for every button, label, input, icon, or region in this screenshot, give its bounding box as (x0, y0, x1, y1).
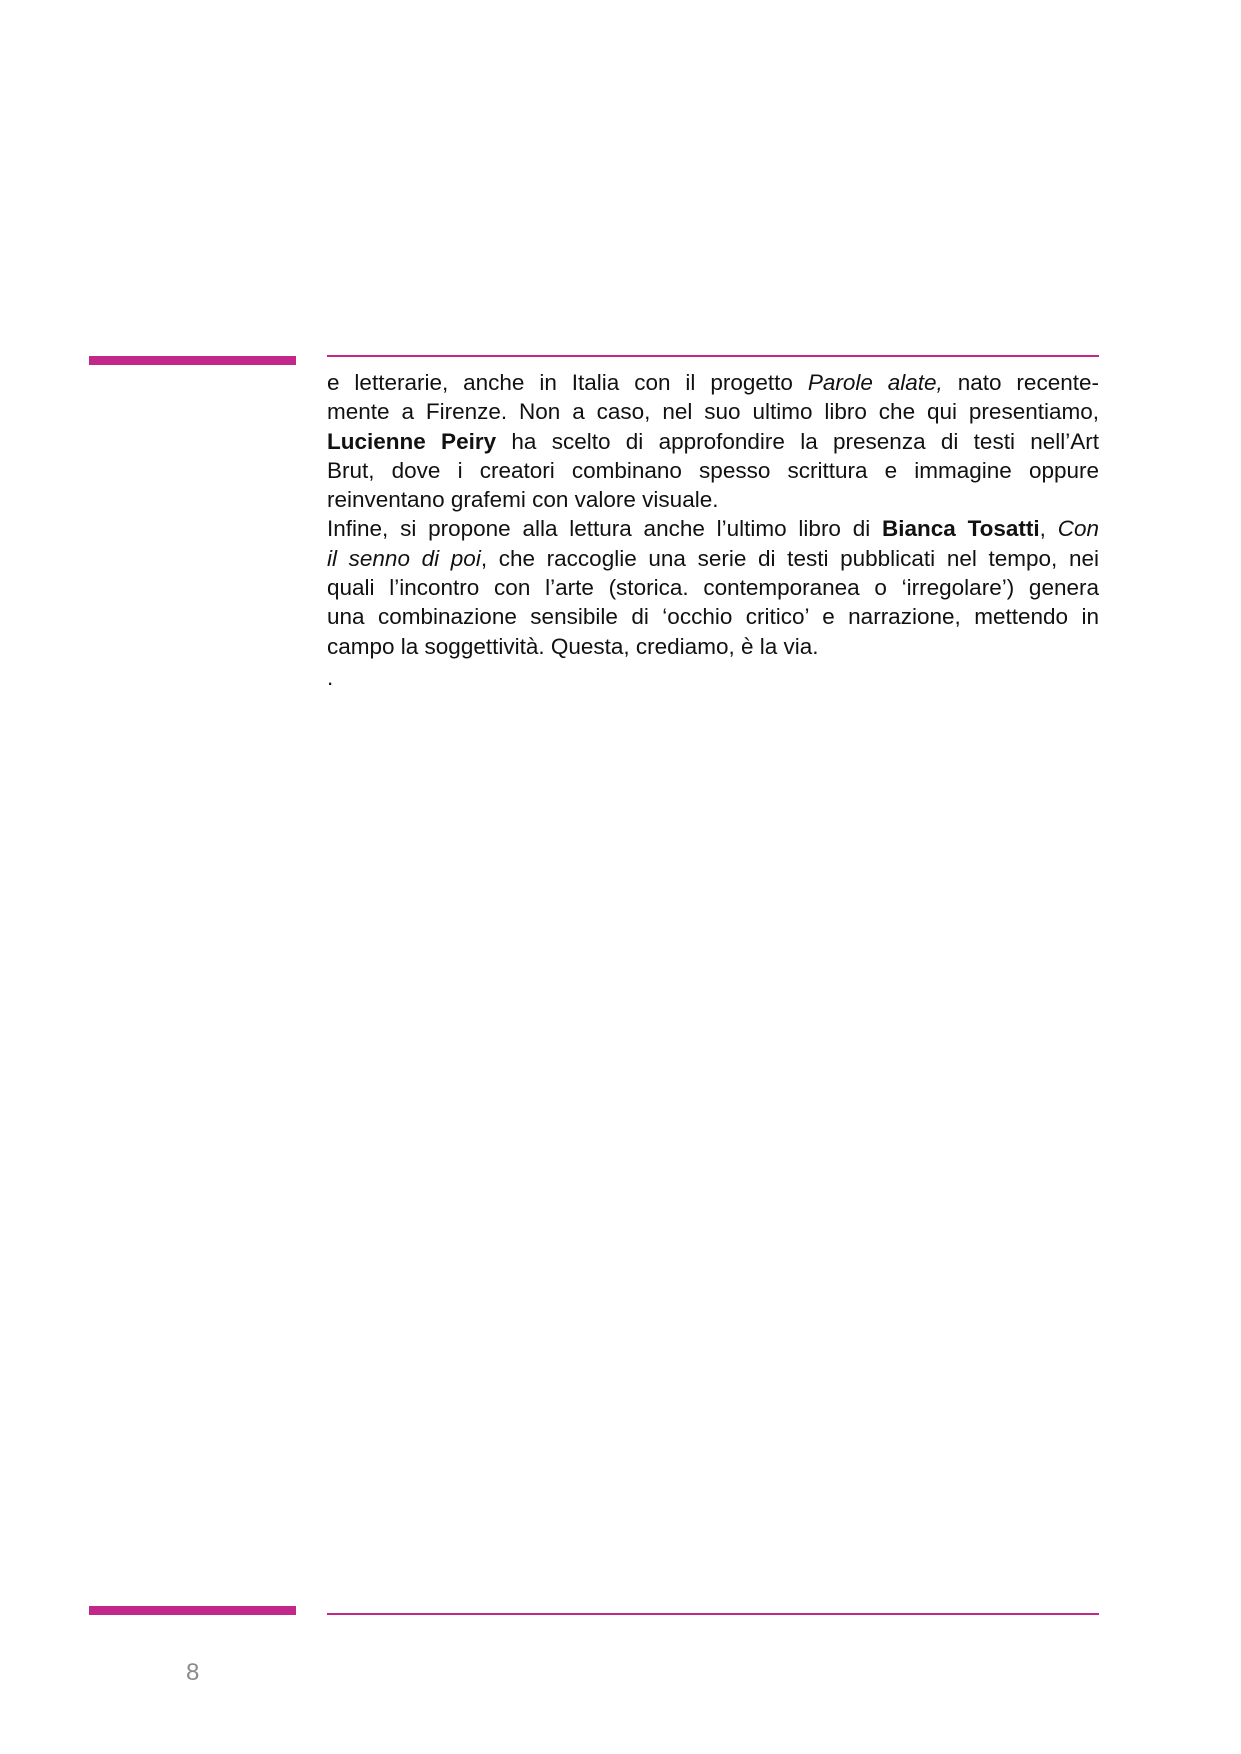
trailing-dot: . (327, 665, 334, 690)
text-line: una combinazione sensibile di ‘occhio critico’ e narrazione, mettendo in (327, 604, 1099, 630)
text-span: Infine, si propone alla lettura anche l’ultimo libro di (327, 516, 883, 542)
text-span: e letterarie, anche in Italia con il progetto (327, 370, 808, 395)
text-line (327, 544, 1099, 573)
body-text (327, 368, 1099, 661)
bottom-rule-line (327, 1613, 1099, 1615)
author-name-lucienne-peiry: Lucienne Peiry (327, 428, 497, 454)
top-accent-bar (89, 356, 296, 365)
author-name-bianca-tosatti: Bianca Tosatti (882, 516, 1040, 542)
text-line (327, 368, 1099, 397)
text-span: ha scelto di approfondire la presenza di testi nell’Art (496, 428, 1100, 454)
text-span: , (1039, 516, 1058, 542)
text-span: , che raccoglie una serie di testi pubblicati nel tempo, nei (480, 545, 1099, 571)
text-line (327, 427, 1099, 456)
text-line: mente a Firenze. Non a caso, nel suo ultimo libro che qui presentiamo, (327, 399, 1099, 425)
book-title-part: il senno di poi (327, 545, 481, 571)
book-title-parole-alate: Parole alate, (807, 370, 943, 395)
text-line: Brut, dove i creatori combinano spesso scrittura e immagine oppure (327, 457, 1099, 483)
text-line: campo la soggettività. Questa, crediamo, è la via. (327, 633, 819, 659)
page-number: 8 (186, 1659, 200, 1686)
text-line: reinventano grafemi con valore visuale. (327, 487, 719, 513)
text-line (327, 514, 1099, 543)
top-rule-line (327, 355, 1099, 357)
bottom-accent-bar (89, 1606, 296, 1615)
book-title-part: Con (1057, 516, 1099, 542)
text-span: nato recente- (942, 370, 1099, 395)
text-line: quali l’incontro con l’arte (storica. contemporanea o ‘irregolare’) genera (327, 575, 1099, 601)
